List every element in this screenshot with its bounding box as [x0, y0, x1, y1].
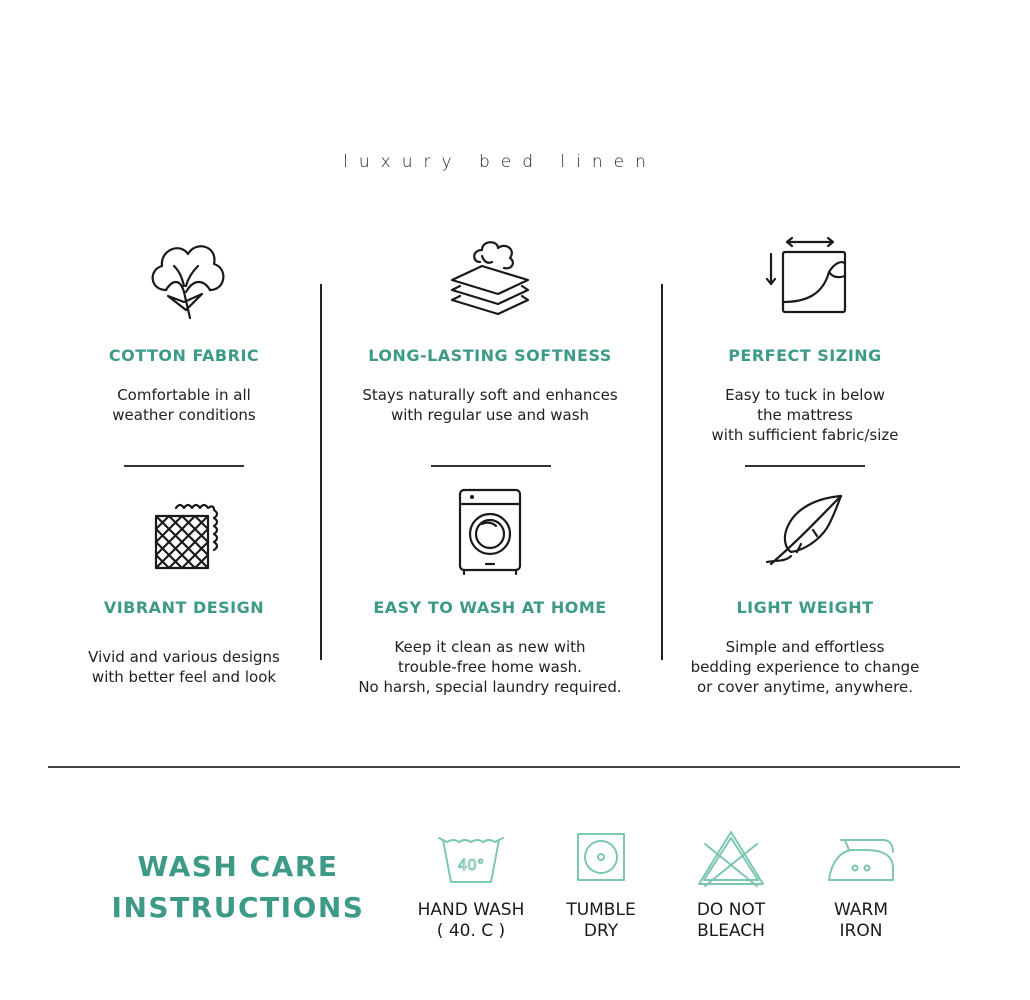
care-label: TUMBLE DRY: [566, 900, 636, 941]
section-divider: [48, 766, 960, 768]
fabric-swatch-icon: [136, 484, 232, 580]
washing-machine-icon: [442, 484, 538, 580]
feature-easy-to-wash: [330, 484, 650, 697]
feature-description: Vivid and various designs with better feel and look: [88, 648, 280, 686]
care-label: DO NOT BLEACH: [696, 900, 766, 941]
feature-description: Simple and effortless bedding experience to change or cover anytime, anywhere.: [690, 638, 920, 696]
wash-temp-text: 40°: [457, 856, 485, 874]
feature-title: LIGHT WEIGHT: [736, 598, 874, 617]
cotton-flower-icon: [136, 232, 232, 328]
soft-layers-icon: [442, 232, 538, 328]
care-item-do-not-bleach: [666, 828, 796, 942]
care-item-hand-wash: [406, 828, 536, 942]
tumble-dry-icon: [561, 828, 641, 888]
feature-description: Comfortable in all weather conditions: [112, 386, 256, 424]
do-not-bleach-icon: [691, 828, 771, 888]
feature-separator: [124, 465, 244, 467]
feature-description: Stays naturally soft and enhances with regular use and wash: [362, 386, 618, 424]
sizing-sheet-icon: [757, 232, 853, 328]
feature-title: COTTON FABRIC: [108, 346, 260, 365]
feature-title: EASY TO WASH AT HOME: [373, 598, 607, 617]
feature-title: VIBRANT DESIGN: [103, 598, 265, 617]
warm-iron-icon: [821, 828, 901, 888]
tagline: luxury bed linen: [343, 152, 657, 172]
feature-perfect-sizing: [645, 232, 965, 445]
feature-vibrant-design: [24, 484, 344, 687]
care-label: WARM IRON: [834, 900, 888, 941]
care-label: HAND WASH ( 40. C ): [417, 900, 525, 941]
feature-description: Easy to tuck in below the mattress with sufficient fabric/size: [711, 386, 899, 444]
feature-title: PERFECT SIZING: [728, 346, 882, 365]
feature-description: Keep it clean as new with trouble-free home wash. No harsh, special laundry required.: [358, 638, 622, 696]
feature-long-lasting-softness: [330, 232, 650, 425]
wash-care-title: WASH CARE INSTRUCTIONS: [111, 850, 365, 924]
feather-icon: [757, 484, 853, 580]
feature-cotton-fabric: [24, 232, 344, 425]
feature-light-weight: [645, 484, 965, 697]
feature-separator: [431, 465, 551, 467]
feature-separator: [745, 465, 865, 467]
care-item-warm-iron: [796, 828, 926, 942]
hand-wash-40-icon: [431, 828, 511, 888]
care-item-tumble-dry: [536, 828, 666, 942]
feature-title: LONG-LASTING SOFTNESS: [368, 346, 612, 365]
